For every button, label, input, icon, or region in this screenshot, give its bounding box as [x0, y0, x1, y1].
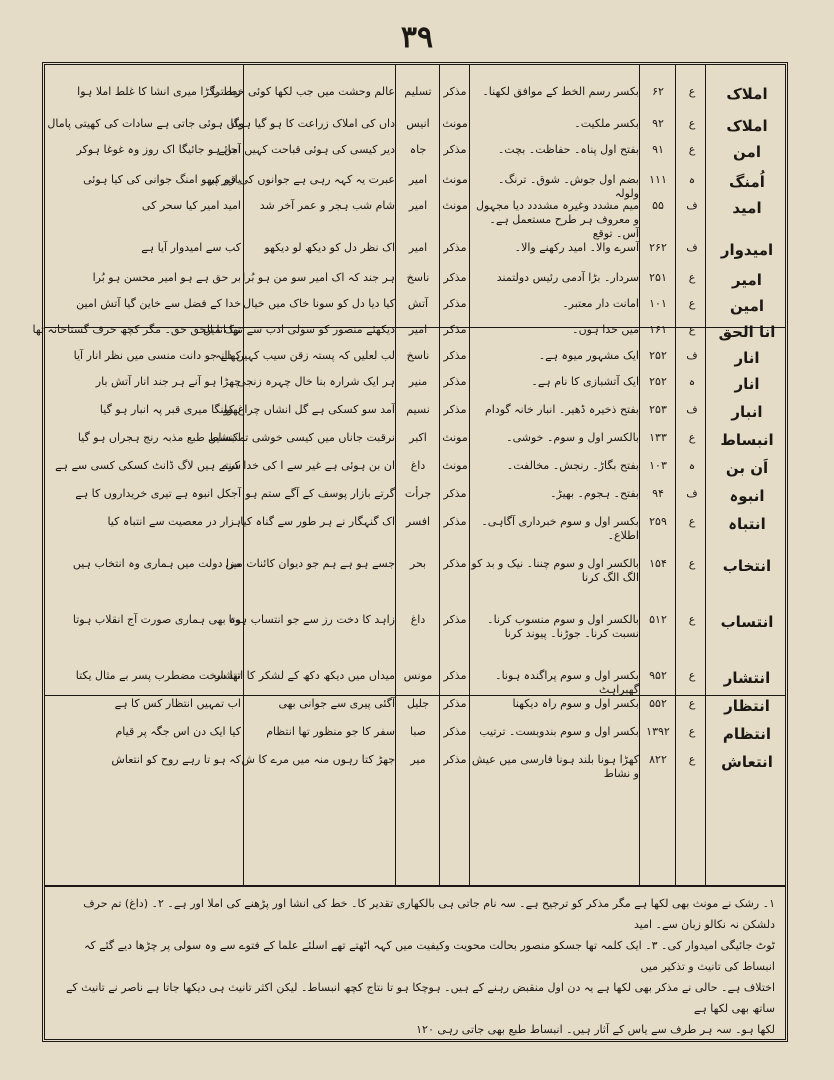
- meaning: بالکسر اول و سوم چننا۔ نیک و بد کو الگ الگ کرنا: [471, 557, 639, 584]
- language-code: ع: [688, 431, 696, 444]
- poet-name: انیس: [406, 117, 430, 130]
- dictionary-table: [32, 62, 788, 1042]
- column-divider: [469, 65, 470, 885]
- reference-number: ۱۳۹۲: [646, 725, 670, 738]
- poet-name: جرأت: [404, 487, 432, 500]
- verse-line-2: انبساط طبع مذبہ رنج ہجراں ہو گیا: [77, 431, 241, 444]
- meaning: بکسر اول و سوم راہ دیکھنا: [512, 697, 639, 710]
- poet-name: میر: [410, 753, 426, 766]
- gender: مونث: [442, 459, 468, 472]
- language-code: ع: [688, 669, 696, 682]
- meaning: کھڑا ہونا بلند ہونا فارسی میں عیش و نشاط: [471, 753, 639, 780]
- verse-line-1: زاہد کا دخت رز سے جو انتساب ہوتا: [228, 613, 395, 626]
- entry-word: انبار: [731, 403, 763, 421]
- entry-word: انتعاش: [721, 753, 773, 771]
- poet-name: داغ: [410, 613, 426, 626]
- entry-word: امیر: [732, 271, 762, 289]
- verse-line-2: بھولنگا میری قبر پہ انبار ہو گیا: [99, 403, 241, 416]
- language-code: ف: [686, 487, 698, 500]
- meaning: بکسر اول و سوم خبرداری آگاہی۔ اطلاع۔: [481, 515, 639, 542]
- gender: مذکر: [443, 323, 467, 336]
- entry-word: انتباہ: [728, 515, 766, 533]
- entry-word: انا الحق: [718, 323, 776, 341]
- footnote-line: ٹوٹ جائیگی امیدوار کی۔ ۳۔ ایک کلمہ تھا جسکو منصور بحالت محویت وکیفیت میں کہہ اٹھتے تھے اسلئے علما کے فتوے سے وہ سولی پر چڑھا دیے گئے کہ انبساط کی تانیث و تذکیر میں: [83, 939, 775, 973]
- poet-name: تسلیم: [404, 85, 432, 98]
- language-code: ع: [688, 515, 696, 528]
- gender: مذکر: [443, 241, 467, 254]
- verse-line-2: آجکل انبوہ ہے تیری خریداروں کا ہے: [75, 487, 241, 500]
- verse-line-1: دیکھئے منصور کو سولی ادب سے ترک میں: [203, 323, 395, 336]
- reference-number: ۱۰۱: [649, 297, 667, 310]
- poet-name: ناسخ: [406, 349, 430, 362]
- column-divider: [639, 65, 640, 885]
- verse-line-2: اب تمہیں انتظار کس کا ہے: [114, 697, 241, 710]
- language-code: ع: [688, 297, 696, 310]
- gender: مذکر: [443, 725, 467, 738]
- reference-number: ۲۵۲: [649, 349, 667, 362]
- meaning: بفتح۔ ہجوم۔ بھیڑ۔: [550, 487, 639, 500]
- gender: مذکر: [443, 297, 467, 310]
- meaning: بکسر اول و سوم پراگندہ ہونا۔ گھبراہٹ: [495, 669, 639, 696]
- reference-number: ۹۴: [652, 487, 664, 500]
- verse-line-2: خدا کے فضل سے خاین گیا آتش امین: [76, 297, 241, 310]
- language-code: ف: [686, 403, 698, 416]
- footnote-line: ۱۔ رشک نے مونث بھی لکھا ہے مگر مذکر کو ترجیح ہے۔ سہ نام جاتی ہی بالکھاری تقدیر کا۔ خط کی انشا اور پڑھنے کی املا اور ہے۔ ۲۔ (داغ) تم حرف دلشکن نہ نکالو زبان سے۔ امید: [83, 897, 775, 931]
- gender: مذکر: [443, 143, 467, 156]
- entry-word: انبوہ: [729, 487, 765, 505]
- reference-number: ۹۵۲: [649, 669, 667, 682]
- gender: مذکر: [443, 403, 467, 416]
- verse-line-2: یارو کبھو امنگ جوانی کی کیا ہوئی: [83, 173, 241, 186]
- entry-word: اُمنگ: [729, 173, 765, 191]
- verse-line-1: جھڑ کتا رہوں منہ میں مرے کا ش: [241, 753, 395, 766]
- verse-line-2: ربط بگڑا میری انشا کا غلط املا ہوا: [77, 85, 241, 98]
- verse-line-2: بر حق ہے ہو امیر محسن ہو بُرا: [92, 271, 241, 284]
- meaning: بفتح بگاڑ۔ رنجش۔ مخالفت۔: [506, 459, 639, 472]
- reference-number: ۱۰۳: [649, 459, 667, 472]
- verse-line-2: کب سے امیدوار آیا ہے: [141, 241, 241, 254]
- table-grid: [32, 65, 785, 887]
- language-code: ع: [688, 725, 696, 738]
- entry-word: امین: [729, 297, 765, 315]
- reference-number: ۸۲۲: [649, 753, 667, 766]
- reference-number: ۵۱۲: [649, 613, 667, 626]
- entry-word: انار: [734, 349, 760, 367]
- gender: مذکر: [443, 613, 467, 626]
- gender: مذکر: [443, 557, 467, 570]
- poet-name: جاہ: [409, 143, 427, 156]
- language-code: ع: [688, 753, 696, 766]
- reference-number: ۱۶۱: [649, 323, 667, 336]
- language-code: ع: [688, 557, 696, 570]
- meaning: ایک آتشبازی کا نام ہے۔: [531, 375, 639, 388]
- meaning: بکسر ملکیت۔: [574, 117, 639, 130]
- meaning: بضم اول جوش۔ شوق۔ ترنگ۔ ولولہ: [498, 173, 639, 200]
- reference-number: ۵۵۲: [649, 697, 667, 710]
- verse-line-1: لب لعلیں کہ پستہ زقن سیب کہیں دانہ: [214, 349, 395, 362]
- verse-line-2: چھڑا ہو آنے ہر جند انار آتش بار: [95, 375, 241, 388]
- gender: مذکر: [443, 669, 467, 682]
- gender: مذکر: [443, 271, 467, 284]
- poet-name: آتش: [407, 297, 429, 310]
- poet-name: مونس: [403, 669, 433, 682]
- language-code: ع: [688, 85, 696, 98]
- poet-name: ناسخ: [406, 271, 430, 284]
- poet-name: امیر: [408, 323, 428, 336]
- reference-number: ۲۵۹: [649, 515, 667, 528]
- gender: مذکر: [443, 85, 467, 98]
- meaning: سردار۔ بڑا آدمی رئیس دولتمند: [496, 271, 639, 284]
- verse-line-1: اک گنہگار نے ہر طور سے گناہ کیا: [240, 515, 395, 528]
- entry-word: انتظام: [722, 725, 772, 743]
- meaning: بالکسر اول و سوم منسوب کرنا۔ نسبت کرنا۔ جوڑنا۔ پیوند کرنا: [487, 613, 639, 640]
- group-separator: [45, 695, 785, 696]
- reference-number: ۲۵۱: [649, 271, 667, 284]
- verse-line-2: امن ہو جائیگا اک روز وہ غوغا ہوکر: [76, 143, 241, 156]
- verse-line-2: امید امیر کیا سحر کی: [141, 199, 241, 212]
- meaning: بالکسر اول و سوم۔ خوشی۔: [506, 431, 639, 444]
- poet-name: منیر: [408, 375, 428, 388]
- verse-line-1: شام شب ہجر و عمر آخر شد: [259, 199, 395, 212]
- footnotes: [55, 893, 775, 1040]
- meaning: بفتح ذخیرہ ڈھیر۔ انبار خانہ گودام: [484, 403, 639, 416]
- language-code: ع: [688, 323, 696, 336]
- poet-name: امیر: [408, 199, 428, 212]
- meaning: بفتح اول پناہ۔ حفاظت۔ بچت۔: [497, 143, 639, 156]
- language-code: ع: [688, 143, 696, 156]
- language-code: ف: [686, 241, 698, 254]
- gender: مونث: [442, 199, 468, 212]
- verse-line-2: وہ بھی ہماری صورت آج انقلاب ہوتا: [72, 613, 241, 626]
- entry-word: امن: [733, 143, 761, 161]
- language-code: ف: [686, 199, 698, 212]
- gender: مذکر: [443, 515, 467, 528]
- column-divider: [395, 65, 396, 885]
- gender: مذکر: [443, 375, 467, 388]
- verse-line-1: اک نظر دل کو دیکھ لو دیکھو: [264, 241, 395, 254]
- verse-line-1: جسے ہو ہے ہم جو دیوان کائنات میں: [225, 557, 395, 570]
- verse-line-1: کیا دیا دل کو سونا خاک میں خیال: [243, 297, 395, 310]
- reference-number: ۱۱۱: [649, 173, 667, 186]
- meaning: بکسر اول و سوم بندوبست۔ ترتیب: [479, 725, 639, 738]
- footnote-line: اختلاف ہے۔ حالی نے مذکر بھی لکھا ہے یہ دن اول منقبض رہنے کے ہیں۔ ہوچکا ہو تا نتاج کچھ انبساط۔ لیکن اکثر تانیث ہی دیکھا جاتا ہے ناصر نے تانیث کے ساتھ بھی لکھا ہے: [65, 981, 775, 1015]
- language-code: ع: [688, 697, 696, 710]
- gender: مذکر: [443, 487, 467, 500]
- column-divider: [439, 65, 440, 885]
- reference-number: ۹۲: [652, 117, 664, 130]
- reference-number: ۵۵: [652, 199, 664, 212]
- verse-line-2: سنتے ہیں لاگ ڈانٹ کسکی کسی سے ہے: [55, 459, 241, 472]
- language-code: ع: [688, 117, 696, 130]
- reference-number: ۲۵۳: [649, 403, 667, 416]
- gender: مونث: [442, 117, 468, 130]
- gender: مذکر: [443, 697, 467, 710]
- poet-name: داغ: [410, 459, 426, 472]
- verse-line-2: ہزار در معصیت سے انتباہ کیا: [107, 515, 241, 528]
- entry-word: انتخاب: [722, 557, 772, 575]
- gender: مذکر: [443, 753, 467, 766]
- verse-line-1: عبرت یہ کہہ رہی ہے جوانوں کی قبر پر: [208, 173, 395, 186]
- reference-number: ۱۵۴: [649, 557, 667, 570]
- verse-line-1: گرتے بازار پوسف کے آگے ستم ہو: [245, 487, 395, 500]
- entry-word: املاک: [726, 117, 768, 135]
- reference-number: ۱۳۳: [649, 431, 667, 444]
- poet-name: افسر: [405, 515, 431, 528]
- verse-line-2: تھا انا الحق حق۔ مگر کچھ حرف گستاخانہ تھا: [32, 323, 241, 336]
- verse-line-1: دیر کیسی کی ہوئی قباحت کہیں آجائے: [218, 143, 395, 156]
- entry-word: انتظار: [724, 697, 770, 715]
- verse-line-2: تھا سخت مضطرب پسر بے مثال یکتا: [75, 669, 241, 682]
- language-code: ہ: [688, 375, 696, 388]
- reference-number: ۲۶۲: [649, 241, 667, 254]
- verse-line-1: داں کی املاک زراعت کا ہو گیا ہوگا: [230, 117, 395, 130]
- poet-name: نسیم: [406, 403, 430, 416]
- entry-word: امید: [732, 199, 762, 217]
- reference-number: ۹۱: [652, 143, 664, 156]
- language-code: ہ: [688, 459, 696, 472]
- verse-line-1: ہر ایک شرارہ بنا خال چہرہ زنجی: [237, 375, 395, 388]
- gender: مذکر: [443, 349, 467, 362]
- meaning: بکسر رسم الخط کے موافق لکھنا۔: [482, 85, 639, 98]
- verse-line-1: نرقبت جاناں میں کیسی خوشی تمکنشیں: [208, 431, 395, 444]
- verse-line-1: آگئی پیری سے جوانی بھی: [278, 697, 395, 710]
- verse-line-1: ہر جند کہ اک امیر سو من ہو بُرا: [242, 271, 395, 284]
- entry-word: امیدوار: [720, 241, 774, 259]
- verse-line-1: میداں میں دیکھ دکھ کے لشکر کا انتشار: [215, 669, 395, 682]
- meaning: ایک مشہور میوہ ہے۔: [538, 349, 639, 362]
- poet-name: اکبر: [409, 431, 427, 444]
- verse-line-1: سفر کا جو منظور تھا انتظام: [266, 725, 395, 738]
- verse-line-2: کھلے جو دانت منسی میں نظر انار آیا: [73, 349, 241, 362]
- gender: مونث: [442, 173, 468, 186]
- gender: مونث: [442, 431, 468, 444]
- meaning: میں خدا ہوں۔: [572, 323, 639, 336]
- language-code: ع: [688, 271, 696, 284]
- meaning: میم مشدد وغیرہ مشددد دیا مجہول و معروف ہر طرح مستعمل ہے۔ آس۔ توقع: [476, 199, 639, 240]
- entry-word: انتشار: [723, 669, 771, 687]
- language-code: ع: [688, 613, 696, 626]
- reference-number: ۶۲: [652, 85, 664, 98]
- verse-line-2: مزا دولت میں ہماری وہ انتخاب ہیں: [72, 557, 241, 570]
- entry-word: اَن بن: [725, 459, 769, 477]
- poet-name: صبا: [409, 725, 426, 738]
- verse-line-1: آمد سو کسکی ہے گل انشاں چراغ کو: [223, 403, 395, 416]
- poet-name: بحر: [409, 557, 427, 570]
- verse-line-2: کیا ایک دن اس جگہ پر قیام: [115, 725, 241, 738]
- verse-line-2: یاں ہوئی جاتی ہے سادات کی کھیتی پامال: [47, 117, 241, 130]
- column-divider: [675, 65, 676, 885]
- reference-number: ۲۵۲: [649, 375, 667, 388]
- poet-name: امیر: [408, 173, 428, 186]
- entry-word: املاک: [726, 85, 768, 103]
- entry-word: انار: [734, 375, 760, 393]
- verse-line-1: ان بن ہوئی ہے غیر سے ا کی خدا کرے: [222, 459, 395, 472]
- entry-word: انبساط: [720, 431, 774, 449]
- entry-word: انتساب: [720, 613, 774, 631]
- language-code: ہ: [688, 173, 696, 186]
- poet-name: جلیل: [406, 697, 430, 710]
- verse-line-1: عالم وحشت میں جب لکھا کوئی خط ترا: [211, 85, 395, 98]
- footnote-line: لکھا ہو۔ سہ ہر طرف سے یاس کے آثار ہیں۔ انبساط طبع بھی جاتی رہی ۱۲۰: [416, 1023, 775, 1036]
- language-code: ف: [686, 349, 698, 362]
- poet-name: امیر: [408, 241, 428, 254]
- verse-line-2: کہ ہو تا رہے روح کو انتعاش: [111, 753, 241, 766]
- meaning: امانت دار معتبر۔: [562, 297, 639, 310]
- page-number: ۳۹: [400, 20, 434, 55]
- meaning: آسرے والا۔ امید رکھنے والا۔: [514, 241, 639, 254]
